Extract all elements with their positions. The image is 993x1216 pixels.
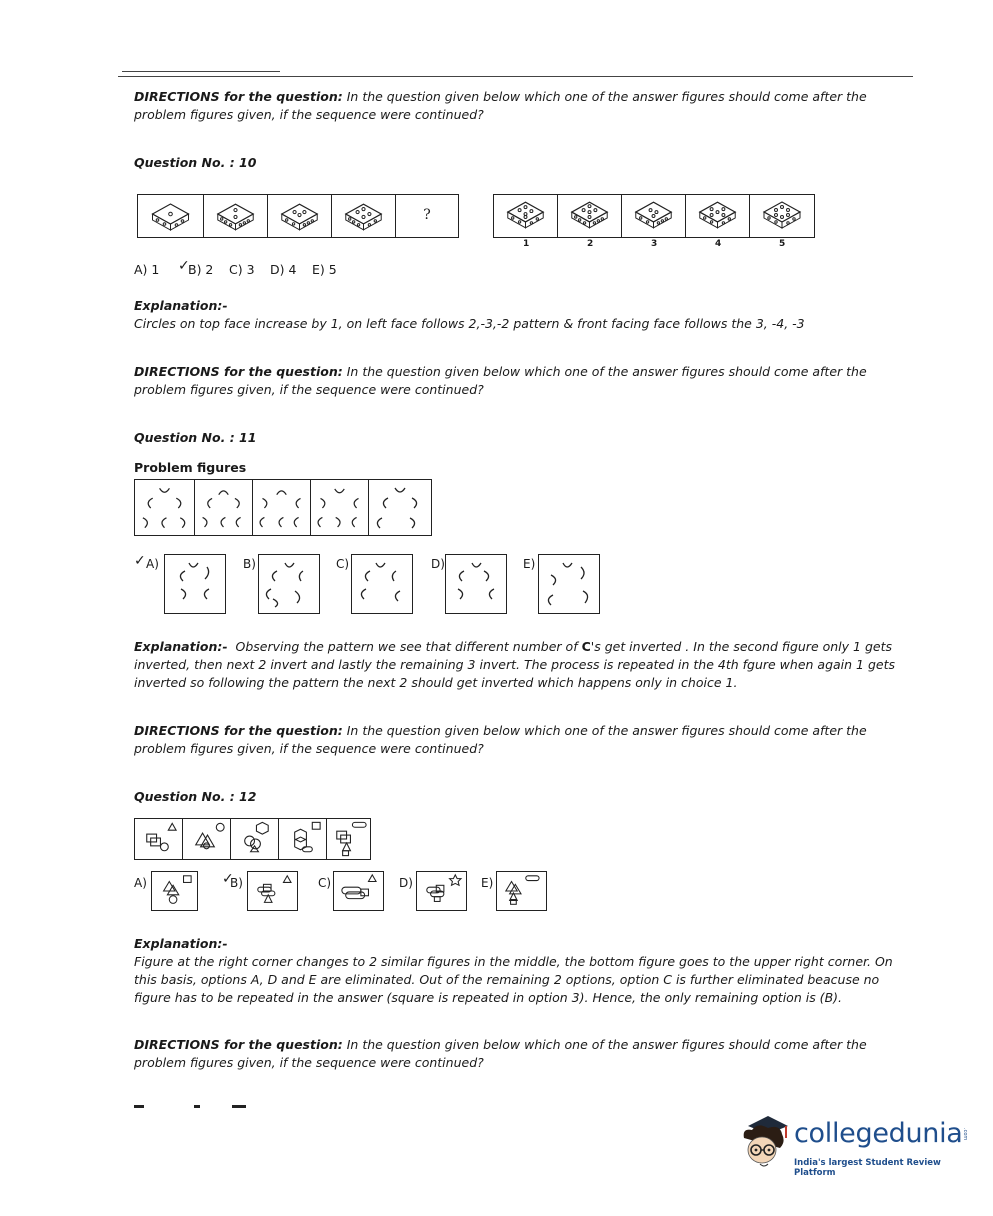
explanation-text-pre: Observing the pattern we see that different number of <box>235 639 578 654</box>
directions-text: In the question given below which one of the answer figures should come after the problem figures given, if the sequence were continued? <box>134 723 867 756</box>
directions-label: DIRECTIONS for the question: <box>134 1037 343 1052</box>
explanation-text: Circles on top face increase by 1, on left face follows 2,-3,-2 pattern & front facing face follows the 3, -4, -3 <box>134 316 805 331</box>
q11-problem-figures-label: Problem figures <box>134 460 247 475</box>
explanation-text: Figure at the right corner changes to 2 similar figures in the middle, the bottom figure goes to the upper right corner. On this basis, options A, D and E are eliminated. Out of the remaining 2 options, option C is further eliminated beacuse no figure has to be repeated in the answer (square is repeated in option 3). Hence, the only remaining option is (B). <box>134 954 893 1005</box>
q10-answer-die-5[interactable] <box>750 195 814 237</box>
q11-question-no: Question No. : 11 <box>134 430 257 445</box>
logo-dotcom: .com <box>962 1128 968 1141</box>
q11-option-label: D) <box>431 557 445 571</box>
q12-option-label: C) <box>318 876 332 890</box>
q12-question-no: Question No. : 12 <box>134 789 257 804</box>
q11-option-d[interactable] <box>445 554 507 614</box>
q10-problem-figures <box>137 194 459 238</box>
q10-answer-die-4[interactable] <box>686 195 750 237</box>
q10-problem-question-cell <box>396 195 458 237</box>
q10-problem-die-2 <box>204 195 268 237</box>
directions-label: DIRECTIONS for the question: <box>134 89 343 104</box>
explanation-label: Explanation:- <box>134 936 228 951</box>
q10-answer-die-3[interactable] <box>622 195 686 237</box>
q10-answer-number: 3 <box>651 239 658 249</box>
mascot-icon <box>738 1108 796 1174</box>
q11-correct-check: ✓ <box>134 553 146 569</box>
q10-choice-c: C) 3 <box>229 262 255 277</box>
q10-choice-a: A) 1 <box>134 262 160 277</box>
q10-answer-number: 1 <box>523 239 530 249</box>
q12-problem-figures <box>134 818 371 860</box>
q11-option-label: A) <box>146 557 159 571</box>
q11-option-label: C) <box>336 557 350 571</box>
q12-explanation <box>134 935 904 1007</box>
directions-label: DIRECTIONS for the question: <box>134 364 343 379</box>
question-mark: ? <box>423 207 431 223</box>
q11-option-label: B) <box>243 557 256 571</box>
q11-option-label: E) <box>523 557 536 571</box>
q12-option-e[interactable] <box>496 871 547 911</box>
q12-option-c[interactable] <box>333 871 384 911</box>
q12-problem-figure-3 <box>231 819 279 859</box>
q10-answer-number: 5 <box>779 239 786 249</box>
q11-problem-figure-3 <box>253 480 311 535</box>
q12-option-label: B) <box>230 876 243 890</box>
q11-explanation <box>134 638 904 692</box>
q12-problem-figure-5 <box>327 819 370 859</box>
q12-option-label: E) <box>481 876 494 890</box>
q12-option-b[interactable] <box>247 871 298 911</box>
directions-text: In the question given below which one of the answer figures should come after the problem figures given, if the sequence were continued? <box>134 364 867 397</box>
q12-option-label: D) <box>399 876 413 890</box>
header-rule-short <box>122 71 280 72</box>
explanation-label: Explanation:- <box>134 298 228 313</box>
q12-problem-figure-1 <box>135 819 183 859</box>
q12-option-d[interactable] <box>416 871 467 911</box>
explanation-text-post: 's get inverted . In the second figure only 1 gets inverted, then next 2 invert and lastly the remaining 3 invert. The process is repeated in the 4th fgure when again 1 gets inverted so following the pattern the next 2 should get inverted which happens only in choice 1. <box>134 639 896 690</box>
q10-problem-die-4 <box>332 195 396 237</box>
directions-label: DIRECTIONS for the question: <box>134 723 343 738</box>
q10-choice-e: E) 5 <box>312 262 337 277</box>
q13-directions <box>134 1036 904 1072</box>
q11-option-e[interactable] <box>538 554 600 614</box>
directions-text: In the question given below which one of the answer figures should come after the problem figures given, if the sequence were continued? <box>134 1037 867 1070</box>
q11-directions <box>134 363 904 399</box>
q10-choice-d: D) 4 <box>270 262 297 277</box>
q12-correct-check: ✓ <box>222 871 234 887</box>
q11-problem-figure-5 <box>369 480 431 535</box>
q10-answer-number: 2 <box>587 239 594 249</box>
q11-option-a[interactable] <box>164 554 226 614</box>
q10-problem-die-3 <box>268 195 332 237</box>
logo-tagline: India's largest Student Review Platform <box>794 1158 941 1178</box>
q10-answer-figures <box>493 194 815 238</box>
q11-option-b[interactable] <box>258 554 320 614</box>
explanation-c: C <box>581 639 591 654</box>
q12-problem-figure-4 <box>279 819 327 859</box>
q12-option-label: A) <box>134 876 147 890</box>
q10-question-no: Question No. : 10 <box>134 155 257 170</box>
q11-problem-figure-1 <box>135 480 195 535</box>
q10-answer-number: 4 <box>715 239 722 249</box>
logo-wordmark: collegedunia <box>794 1118 963 1149</box>
q10-problem-die-1 <box>138 195 204 237</box>
collegedunia-logo[interactable] <box>738 1108 968 1178</box>
q12-directions <box>134 722 904 758</box>
q11-problem-figure-4 <box>311 480 369 535</box>
q12-option-a[interactable] <box>151 871 198 911</box>
q12-problem-figure-2 <box>183 819 231 859</box>
header-rule <box>118 76 913 77</box>
directions-text: In the question given below which one of the answer figures should come after the problem figures given, if the sequence were continued? <box>134 89 867 122</box>
q10-explanation <box>134 297 904 333</box>
q10-directions <box>134 88 904 124</box>
q10-answer-die-2[interactable] <box>558 195 622 237</box>
q10-answer-die-1[interactable] <box>494 195 558 237</box>
q11-option-c[interactable] <box>351 554 413 614</box>
cut-off-text-line <box>134 1102 246 1108</box>
explanation-label: Explanation:- <box>134 639 228 654</box>
q10-choice-b: B) 2 <box>188 262 214 277</box>
q11-problem-figures <box>134 479 432 536</box>
q11-problem-figure-2 <box>195 480 253 535</box>
q10-correct-check: ✓ <box>178 258 190 274</box>
